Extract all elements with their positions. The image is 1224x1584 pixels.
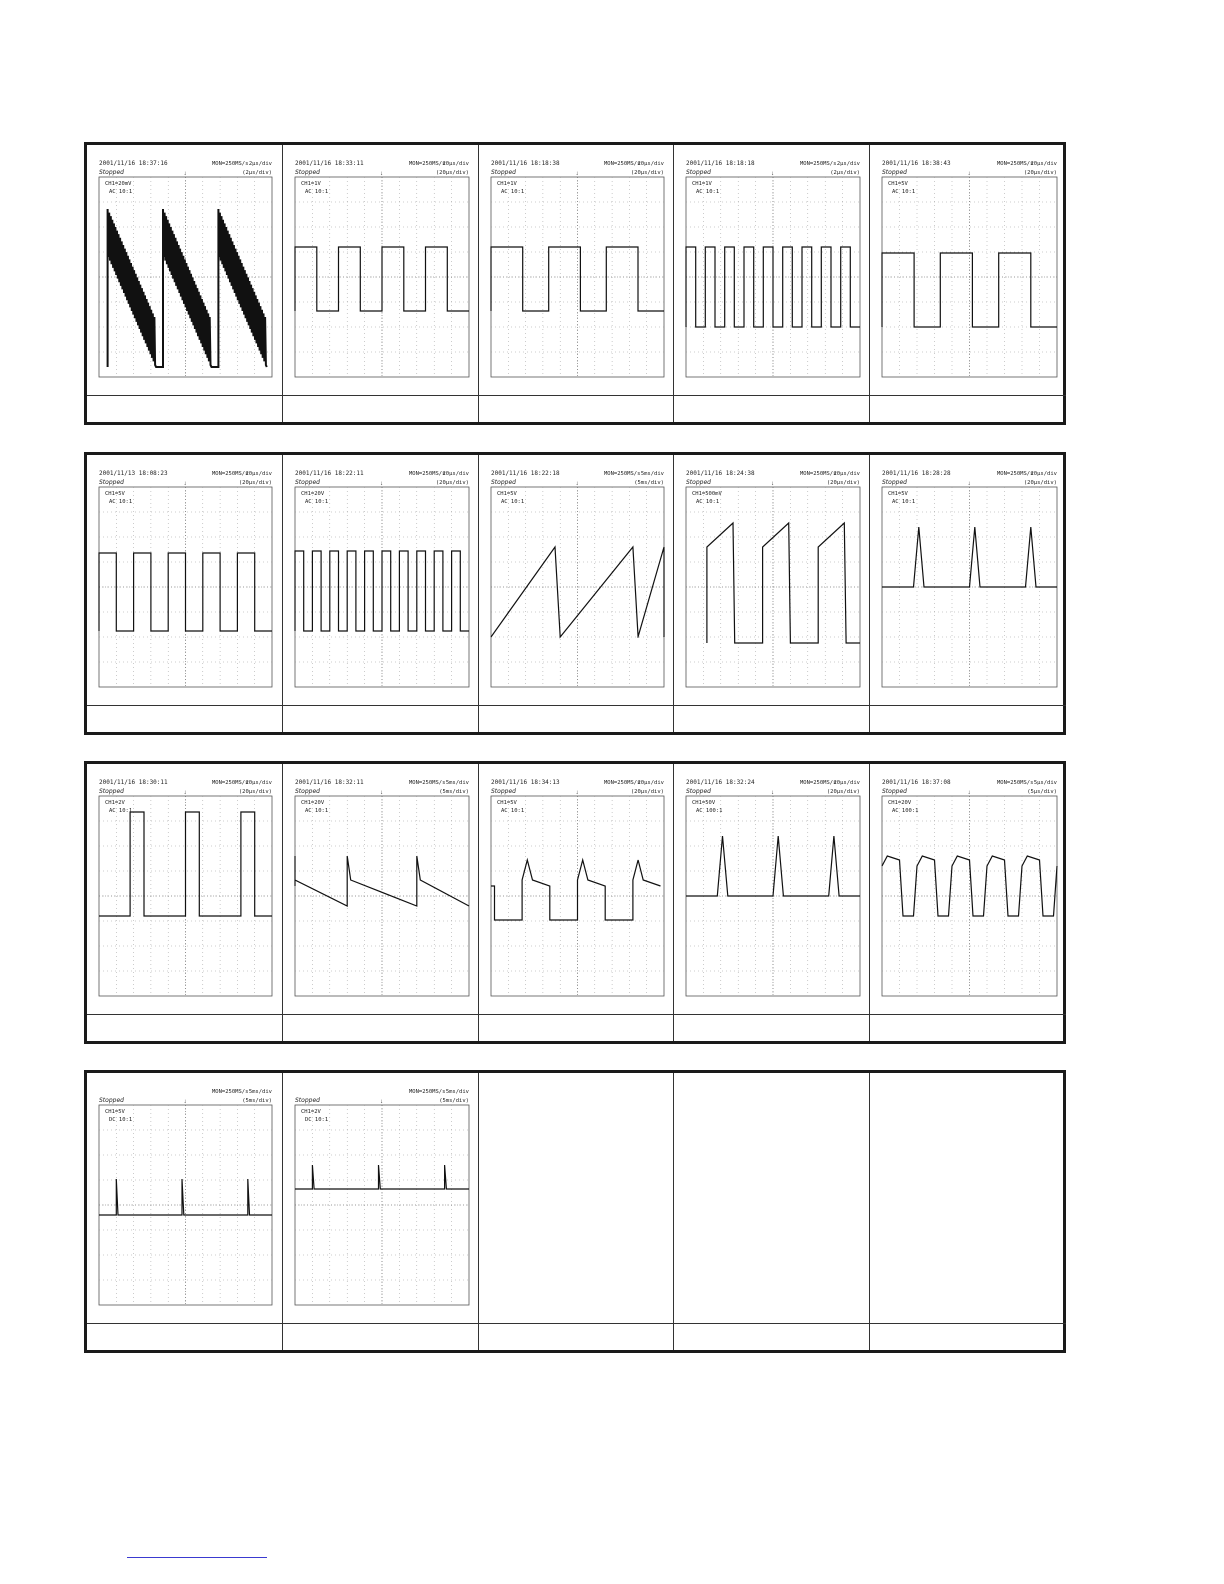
scope-cell — [87, 145, 282, 422]
scope-cell — [478, 145, 673, 422]
scope-sample-rate: MON=250MS/s — [997, 780, 1034, 786]
scope-sample-rate: MON=250MS/s — [800, 161, 837, 167]
oscilloscope-screen — [674, 145, 870, 395]
scope-status: Stopped — [686, 788, 711, 795]
oscilloscope-screen — [870, 145, 1067, 395]
scope-channel-scale: CH1=5V — [497, 800, 517, 806]
scope-cell — [869, 764, 1066, 1041]
scope-time-div-sub: (20µs/div) — [1023, 480, 1057, 486]
svg-text:↓: ↓ — [183, 1099, 187, 1105]
scope-timestamp: 2001/11/16 18:34:13 — [491, 779, 560, 786]
scope-timestamp: 2001/11/16 18:22:18 — [491, 470, 560, 477]
scope-cell — [673, 455, 869, 732]
scope-time-div: 20µs/div — [1030, 161, 1057, 167]
scope-status: Stopped — [491, 788, 516, 795]
scope-timestamp: 2001/11/16 18:22:11 — [295, 470, 364, 477]
oscilloscope-screen — [283, 145, 479, 395]
scope-timestamp: 2001/11/16 18:33:11 — [295, 160, 364, 167]
scope-cell — [282, 1073, 478, 1350]
waveform-caption — [87, 1014, 282, 1041]
scope-coupling: AC 10:1 — [501, 808, 525, 814]
scope-timestamp: 2001/11/16 18:37:08 — [882, 779, 951, 786]
scope-cell — [869, 1073, 1066, 1350]
scope-cell — [478, 1073, 673, 1350]
scope-channel-scale: CH1=1V — [301, 181, 321, 187]
waveform-caption — [283, 1323, 478, 1350]
svg-text:↓: ↓ — [380, 481, 383, 487]
scope-time-div-sub: (20µs/div) — [826, 480, 860, 486]
scope-timestamp: 2001/11/16 18:32:11 — [295, 779, 364, 786]
scope-cell — [478, 455, 673, 732]
oscilloscope-screen — [870, 764, 1067, 1014]
scope-channel-scale: CH1=2V — [105, 800, 125, 806]
svg-text:↓: ↓ — [183, 171, 187, 177]
oscilloscope-screen — [283, 1073, 479, 1323]
scope-channel-scale: CH1=500mV — [692, 491, 722, 497]
scope-sample-rate: MON=250MS/s — [409, 471, 446, 477]
waveform-caption — [674, 705, 869, 732]
scope-channel-scale: CH1=1V — [497, 181, 517, 187]
scope-coupling: AC 10:1 — [696, 189, 720, 195]
scope-coupling: AC 100:1 — [696, 808, 723, 814]
scope-channel-scale: CH1=2V — [301, 1109, 321, 1115]
scope-coupling: AC 10:1 — [501, 189, 525, 195]
scope-status: Stopped — [882, 788, 907, 795]
waveform-caption — [870, 1014, 1066, 1041]
waveform-caption — [674, 1014, 869, 1041]
oscilloscope-screen — [283, 455, 479, 705]
scope-cell — [869, 145, 1066, 422]
scope-time-div-sub: (20µs/div) — [826, 789, 860, 795]
waveform-caption — [87, 1323, 282, 1350]
scope-timestamp: 2001/11/16 18:18:38 — [491, 160, 560, 167]
scope-cell — [673, 764, 869, 1041]
scope-cell — [87, 1073, 282, 1350]
waveform-caption — [870, 705, 1066, 732]
scope-cell — [673, 1073, 869, 1350]
oscilloscope-screen — [87, 1073, 282, 1323]
scope-time-div: 20µs/div — [245, 780, 272, 786]
waveform-caption — [87, 395, 282, 422]
waveform-trace — [295, 551, 469, 631]
scope-time-div: 5ms/div — [640, 471, 664, 477]
scope-sample-rate: MON=250MS/s — [212, 1089, 249, 1095]
scope-time-div-sub: (5ms/div) — [439, 789, 469, 795]
scope-channel-scale: CH1=5V — [888, 491, 908, 497]
svg-text:↓: ↓ — [771, 790, 774, 796]
scope-timestamp: 2001/11/16 18:18:18 — [686, 160, 755, 167]
scope-time-div-sub: (2µs/div) — [242, 170, 272, 176]
scope-sample-rate: MON=250MS/s — [604, 471, 641, 477]
scope-time-div-sub: (20µs/div) — [1023, 170, 1057, 176]
scope-time-div: 20µs/div — [1030, 471, 1057, 477]
scope-time-div: 5ms/div — [445, 780, 469, 786]
scope-status: Stopped — [491, 479, 516, 486]
scope-coupling: AC 10:1 — [305, 499, 329, 505]
waveform-trace — [99, 812, 272, 916]
oscilloscope-screen — [87, 455, 282, 705]
scope-time-div-sub: (20µs/div) — [238, 480, 272, 486]
scope-panel-2 — [84, 452, 1066, 735]
svg-text:↓: ↓ — [575, 481, 579, 487]
waveform-caption — [87, 705, 282, 732]
scope-sample-rate: MON=250MS/s — [212, 780, 249, 786]
svg-text:↓: ↓ — [967, 790, 971, 796]
oscilloscope-screen — [479, 455, 674, 705]
scope-channel-scale: CH1=20V — [888, 800, 912, 806]
oscilloscope-screen — [674, 764, 870, 1014]
svg-text:↓: ↓ — [575, 790, 579, 796]
oscilloscope-screen — [283, 764, 479, 1014]
scope-status: Stopped — [295, 169, 320, 176]
scope-sample-rate: MON=250MS/s — [409, 1089, 446, 1095]
scope-coupling: AC 10:1 — [305, 189, 329, 195]
scope-time-div-sub: (5ms/div) — [634, 480, 664, 486]
scope-channel-scale: CH1=20mV — [105, 181, 132, 187]
scope-time-div-sub: (20µs/div) — [630, 789, 664, 795]
scope-time-div-sub: (5µs/div) — [1027, 789, 1057, 795]
scope-timestamp: 2001/11/16 18:37:16 — [99, 160, 168, 167]
scope-time-div-sub: (20µs/div) — [435, 170, 469, 176]
waveform-trace — [108, 209, 267, 367]
scope-channel-scale: CH1=20V — [301, 491, 325, 497]
scope-panel-3 — [84, 761, 1066, 1044]
scope-time-div-sub: (20µs/div) — [238, 789, 272, 795]
scope-time-div: 2µs/div — [836, 161, 860, 167]
oscilloscope-screen — [870, 455, 1067, 705]
scope-status: Stopped — [882, 479, 907, 486]
scope-time-div-sub: (2µs/div) — [830, 170, 860, 176]
oscilloscope-screen — [87, 145, 282, 395]
scope-sample-rate: MON=250MS/s — [800, 780, 837, 786]
scope-sample-rate: MON=250MS/s — [212, 161, 249, 167]
scope-timestamp: 2001/11/13 18:08:23 — [99, 470, 168, 477]
scope-timestamp: 2001/11/16 18:28:28 — [882, 470, 951, 477]
scope-cell — [282, 764, 478, 1041]
scope-timestamp: 2001/11/16 18:38:43 — [882, 160, 951, 167]
scope-coupling: AC 10:1 — [696, 499, 720, 505]
svg-text:↓: ↓ — [575, 171, 579, 177]
scope-status: Stopped — [99, 788, 124, 795]
scope-cell — [282, 455, 478, 732]
scope-time-div: 20µs/div — [833, 471, 860, 477]
scope-time-div-sub: (5ms/div) — [242, 1098, 272, 1104]
waveform-caption — [283, 395, 478, 422]
scope-sample-rate: MON=250MS/s — [409, 780, 446, 786]
svg-text:↓: ↓ — [380, 171, 383, 177]
scope-status: Stopped — [295, 1097, 320, 1104]
scope-status: Stopped — [686, 479, 711, 486]
scope-coupling: AC 10:1 — [109, 808, 133, 814]
scope-status: Stopped — [882, 169, 907, 176]
scope-channel-scale: CH1=50V — [692, 800, 716, 806]
scope-time-div: 5ms/div — [248, 1089, 272, 1095]
svg-text:↓: ↓ — [183, 790, 187, 796]
scope-channel-scale: CH1=5V — [105, 1109, 125, 1115]
oscilloscope-screen — [479, 145, 674, 395]
scope-time-div: 20µs/div — [442, 161, 469, 167]
scope-sample-rate: MON=250MS/s — [800, 471, 837, 477]
scope-cell — [869, 455, 1066, 732]
scope-coupling: AC 10:1 — [305, 808, 329, 814]
oscilloscope-screen — [479, 764, 674, 1014]
scope-cell — [282, 145, 478, 422]
scope-status: Stopped — [295, 788, 320, 795]
scope-status: Stopped — [99, 169, 124, 176]
scope-coupling: AC 10:1 — [109, 189, 133, 195]
scope-panel-4 — [84, 1070, 1066, 1353]
scope-channel-scale: CH1=5V — [105, 491, 125, 497]
waveform-caption — [479, 1014, 673, 1041]
scope-coupling: AC 10:1 — [109, 499, 133, 505]
scope-time-div: 20µs/div — [637, 161, 664, 167]
scope-status: Stopped — [99, 1097, 124, 1104]
waveform-caption — [479, 395, 673, 422]
waveform-caption — [283, 1014, 478, 1041]
svg-text:↓: ↓ — [380, 790, 383, 796]
scope-coupling: AC 10:1 — [501, 499, 525, 505]
scope-panel-1 — [84, 142, 1066, 425]
scope-status: Stopped — [99, 479, 124, 486]
scope-time-div: 20µs/div — [442, 471, 469, 477]
svg-text:↓: ↓ — [771, 171, 774, 177]
waveform-caption — [674, 395, 869, 422]
waveform-caption — [479, 705, 673, 732]
svg-text:↓: ↓ — [967, 481, 971, 487]
scope-status: Stopped — [686, 169, 711, 176]
oscilloscope-screen — [674, 455, 870, 705]
scope-cell — [87, 764, 282, 1041]
scope-channel-scale: CH1=1V — [692, 181, 712, 187]
oscilloscope-screen — [87, 764, 282, 1014]
scope-time-div-sub: (5ms/div) — [439, 1098, 469, 1104]
scope-time-div: 20µs/div — [833, 780, 860, 786]
waveform-trace — [686, 247, 860, 327]
waveform-trace — [99, 553, 272, 631]
waveform-caption — [870, 1323, 1066, 1350]
scope-time-div: 20µs/div — [245, 471, 272, 477]
waveform-caption — [479, 1323, 673, 1350]
scope-cell — [87, 455, 282, 732]
scope-channel-scale: CH1=20V — [301, 800, 325, 806]
svg-text:↓: ↓ — [771, 481, 774, 487]
scope-coupling: DC 10:1 — [109, 1117, 133, 1123]
scope-time-div: 5µs/div — [1033, 780, 1057, 786]
scope-sample-rate: MON=250MS/s — [997, 471, 1034, 477]
waveform-caption — [674, 1323, 869, 1350]
scope-cell — [478, 764, 673, 1041]
scope-coupling: AC 10:1 — [892, 189, 916, 195]
scope-time-div: 5ms/div — [445, 1089, 469, 1095]
scope-timestamp: 2001/11/16 18:30:11 — [99, 779, 168, 786]
waveform-trace — [707, 523, 860, 643]
waveform-caption — [283, 705, 478, 732]
waveform-trace — [295, 247, 469, 311]
scope-status: Stopped — [295, 479, 320, 486]
scope-timestamp: 2001/11/16 18:24:38 — [686, 470, 755, 477]
svg-text:↓: ↓ — [183, 481, 187, 487]
footer-rule — [127, 1557, 267, 1558]
scope-cell — [673, 145, 869, 422]
scope-time-div: 20µs/div — [637, 780, 664, 786]
scope-time-div-sub: (20µs/div) — [630, 170, 664, 176]
scope-sample-rate: MON=250MS/s — [997, 161, 1034, 167]
scope-coupling: DC 10:1 — [305, 1117, 329, 1123]
scope-time-div: 2µs/div — [248, 161, 272, 167]
scope-time-div-sub: (20µs/div) — [435, 480, 469, 486]
scope-coupling: AC 100:1 — [892, 808, 919, 814]
scope-sample-rate: MON=250MS/s — [604, 780, 641, 786]
scope-sample-rate: MON=250MS/s — [409, 161, 446, 167]
svg-text:↓: ↓ — [967, 171, 971, 177]
waveform-trace — [491, 860, 661, 920]
scope-channel-scale: CH1=5V — [888, 181, 908, 187]
waveform-caption — [870, 395, 1066, 422]
scope-channel-scale: CH1=5V — [497, 491, 517, 497]
scope-coupling: AC 10:1 — [892, 499, 916, 505]
scope-timestamp: 2001/11/16 18:32:24 — [686, 779, 755, 786]
scope-sample-rate: MON=250MS/s — [212, 471, 249, 477]
svg-text:↓: ↓ — [380, 1099, 383, 1105]
scope-status: Stopped — [491, 169, 516, 176]
scope-sample-rate: MON=250MS/s — [604, 161, 641, 167]
